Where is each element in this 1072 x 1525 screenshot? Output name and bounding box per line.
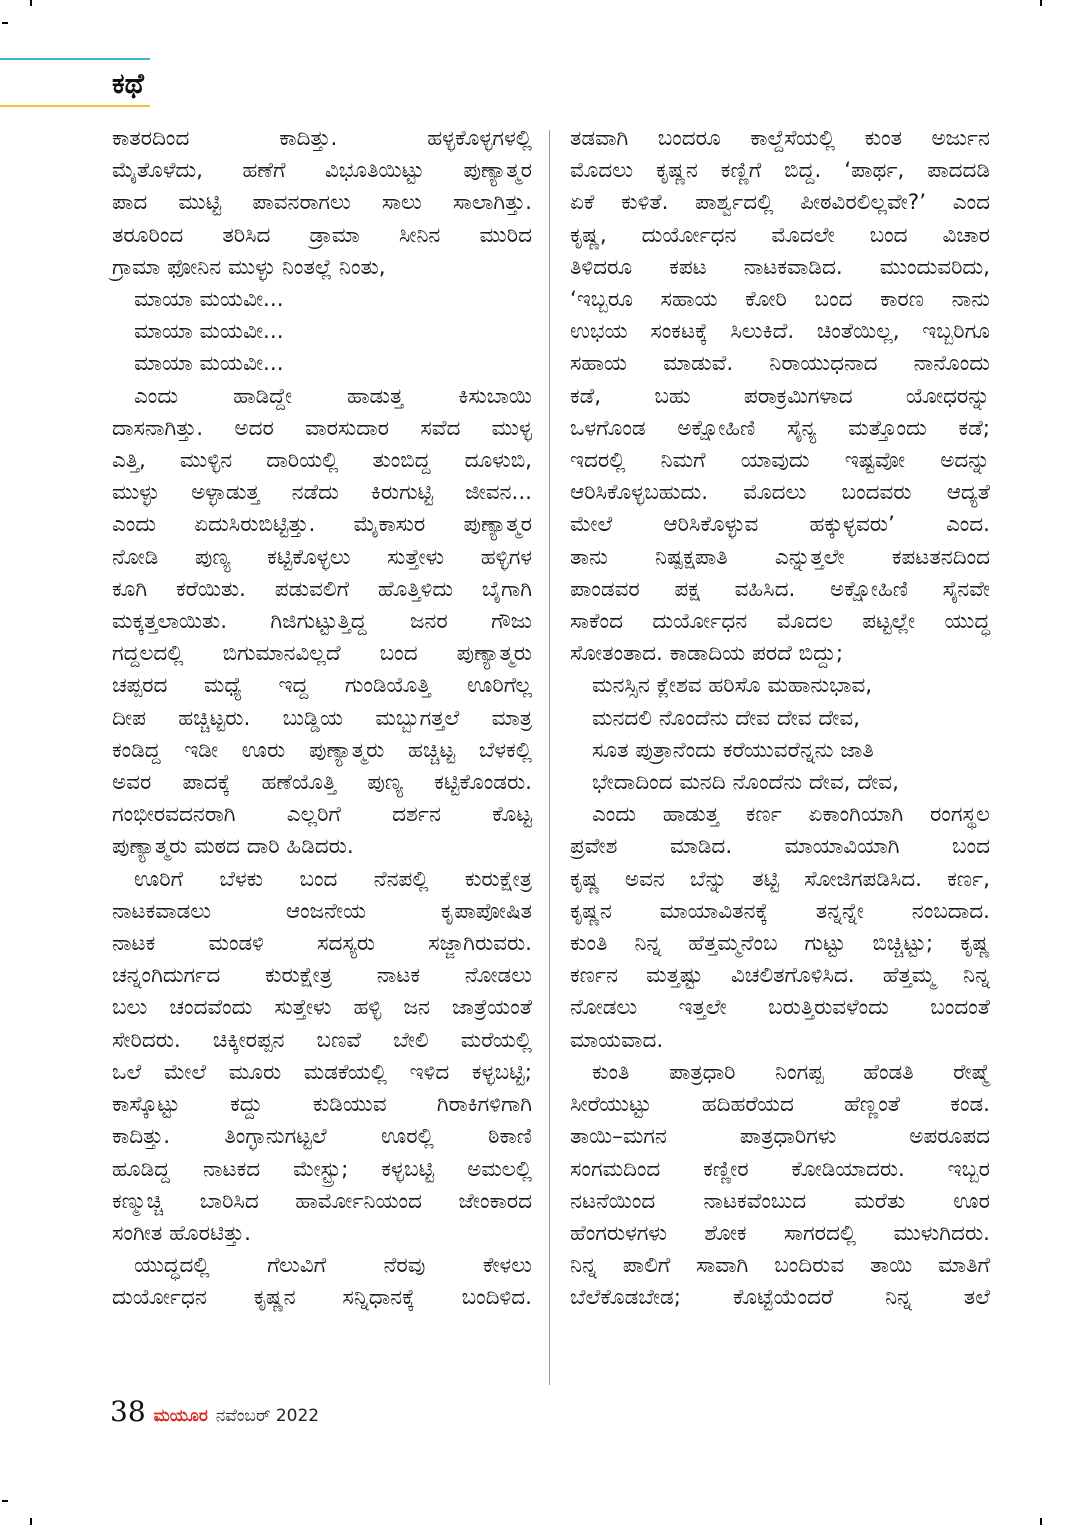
page-footer [110, 1395, 319, 1435]
column-divider [549, 130, 550, 1385]
text-line: ಕಾಸ್ಕೊಟ್ಟು ಕದ್ದು ಕುಡಿಯುವ ಗಿರಾಕಿಗಳಿಗಾಗಿ [112, 1092, 532, 1118]
text-line: ಪಾದ ಮುಟ್ಟಿ ಪಾವನರಾಗಲು ಸಾಲು ಸಾಲಾಗಿತ್ತು. [112, 190, 532, 216]
text-line: ಮುಳ್ಳು ಅಳ್ಳಾಡುತ್ತ ನಡೆದು ಕಿರುಗುಟ್ಟಿ ಜೀವನ... [112, 480, 532, 506]
text-line: ಎಂದು ಏದುಸಿರುಬಿಟ್ಟಿತ್ತು. ಮೈಕಾಸುರ ಪುಣ್ಯಾತ್ಮರ [112, 512, 532, 538]
text-line: ಗಂಭೀರವದನರಾಗಿ ಎಲ್ಲರಿಗೆ ದರ್ಶನ ಕೊಟ್ಟ [112, 802, 532, 828]
text-line: ಊರಿಗೆ ಬೆಳಕು ಬಂದ ನೆನಪಲ್ಲಿ ಕುರುಕ್ಷೇತ್ರ [134, 866, 532, 892]
text-line: ಅವರ ಪಾದಕ್ಕೆ ಹಣೆಯೊತ್ತಿ ಪುಣ್ಯ ಕಟ್ಟಿಕೊಂಡರು. [112, 770, 532, 796]
crop-mark-bottom-left [2, 1500, 8, 1502]
crop-mark-bottom [30, 1518, 32, 1525]
text-line: ಸಾಕೆಂದ ದುರ್ಯೋಧನ ಮೊದಲ ಪಟ್ಟಲ್ಲೇ ಯುದ್ಧ [570, 609, 990, 635]
text-line: ಕೃಷ್ಣ ಅವನ ಬೆನ್ನು ತಟ್ಟಿ ಸೋಜಿಗಪಡಿಸಿದ. ಕರ್ಣ, [570, 866, 990, 892]
text-line: ಪ್ರವೇಶ ಮಾಡಿದ. ಮಾಯಾವಿಯಾಗಿ ಬಂದ [570, 834, 990, 860]
text-line: ಕಾತರದಿಂದ ಕಾದಿತ್ತು. ಹಳ್ಳಕೊಳ್ಳಗಳಲ್ಲಿ [112, 126, 532, 151]
text-line: ಸೋತಂತಾದ. ಕಾಡಾದಿಯ ಪರದೆ ಬಿದ್ದು; [570, 641, 844, 667]
text-line: ದುರ್ಯೋಧನ ಕೃಷ್ಣನ ಸನ್ನಿಧಾನಕ್ಕೆ ಬಂದಿಳಿದ. [112, 1285, 532, 1311]
text-line: ದೀಪ ಹಚ್ಚಿಟ್ಟರು. ಬುಡ್ಡಿಯ ಮಬ್ಬುಗತ್ತಲೆ ಮಾತ್ರ [112, 705, 532, 731]
section-title: ಕಥೆ [112, 67, 144, 100]
song-line: ಮನಸ್ಸಿನ ಕ್ಲೇಶವ ಹರಿಸೊ ಮಹಾನುಭಾವ, [592, 673, 873, 699]
text-line: ಸಂಗಮದಿಂದ ಕಣ್ಣೀರ ಕೋಡಿಯಾದರು. ಇಬ್ಬರ [570, 1156, 990, 1182]
crop-mark-top [30, 0, 32, 6]
text-line: ಮಾಯವಾದ. [570, 1027, 664, 1053]
text-line: ನೋಡಲು ಇತ್ತಲೇ ಬರುತ್ತಿರುವಳೆಂದು ಬಂದಂತೆ [570, 995, 990, 1021]
text-line: ಕೃಷ್ಣ, ದುರ್ಯೋಧನ ಮೊದಲೇ ಬಂದ ವಿಚಾರ [570, 222, 990, 248]
text-line: ಬಲು ಚಂದವೆಂದು ಸುತ್ತೇಳು ಹಳ್ಳಿ ಜನ ಜಾತ್ರೆಯಂತೆ [112, 995, 532, 1021]
crop-mark-top-right [1040, 0, 1042, 6]
song-line: ಸೂತ ಪುತ್ರಾನೆಂದು ಕರೆಯುವರೆನ್ನನು ಜಾತಿ [592, 737, 874, 763]
text-line: ಸೀರೆಯುಟ್ಟು ಹದಿಹರೆಯದ ಹೆಣ್ಣಂತೆ ಕಂಡ. [570, 1092, 990, 1118]
text-line: ನಟನೆಯಿಂದ ನಾಟಕವೆಂಬುದ ಮರೆತು ಊರ [570, 1188, 990, 1214]
text-line: ಮೇಲೆ ಆರಿಸಿಕೊಳ್ಳುವ ಹಕ್ಕುಳ್ಳವರು’ ಎಂದ. [570, 512, 990, 538]
text-line: ಮೊದಲು ಕೃಷ್ಣನ ಕಣ್ಣಿಗೆ ಬಿದ್ದ. ‘ಪಾರ್ಥ, ಪಾದದಡಿ [570, 158, 990, 184]
song-line: ಮಾಯಾ ಮಯವೀ... [134, 287, 284, 313]
text-line: ನಾಟಕವಾಡಲು ಆಂಜನೇಯ ಕೃಪಾಪೋಷಿತ [112, 898, 532, 924]
text-line: ಗ್ರಾಮಾ ಫೋನಿನ ಮುಳ್ಳು ನಿಂತಲ್ಲೆ ನಿಂತು, [112, 254, 386, 280]
text-line: ಗದ್ದಲದಲ್ಲಿ ಬಿಗುಮಾನವಿಲ್ಲದೆ ಬಂದ ಪುಣ್ಯಾತ್ಮರು [112, 641, 532, 667]
magazine-logo: ಮಯೂರ [153, 1406, 208, 1426]
text-line: ಸಂಗೀತ ಹೊರಟಿತ್ತು. [112, 1220, 251, 1246]
text-line: ಒಲೆ ಮೇಲೆ ಮೂರು ಮಡಕೆಯಲ್ಲಿ ಇಳಿದ ಕಳ್ಳಬಟ್ಟಿ; [112, 1059, 532, 1085]
text-line: ಹೂಡಿದ್ದ ನಾಟಕದ ಮೇಸ್ಟ್ರು; ಕಳ್ಳಬಟ್ಟಿ ಅಮಲಲ್ಲಿ [112, 1156, 532, 1182]
text-line: ಬೆಲೆಕೊಡಬೇಡ; ಕೊಟ್ಟೆಯೆಂದರೆ ನಿನ್ನ ತಲೆ [570, 1285, 990, 1311]
text-line: ಉಭಯ ಸಂಕಟಕ್ಕೆ ಸಿಲುಕಿದೆ. ಚಿಂತೆಯಿಲ್ಲ, ಇಬ್ಬರಿಗೂ [570, 319, 990, 345]
text-line: ಮಕ್ಕತ್ತಲಾಯಿತು. ಗಿಜಿಗುಟ್ಟುತ್ತಿದ್ದ ಜನರ ಗೌಜು [112, 609, 532, 635]
song-line: ಮಾಯಾ ಮಯವೀ... [134, 351, 284, 377]
text-line: ‘ಇಬ್ಬರೂ ಸಹಾಯ ಕೋರಿ ಬಂದ ಕಾರಣ ನಾನು [570, 287, 990, 313]
header-rule-yellow [0, 105, 150, 107]
text-line: ದಾಸನಾಗಿತ್ತು. ಅದರ ವಾರಸುದಾರ ಸವೆದ ಮುಳ್ಳ [112, 415, 532, 441]
text-line: ಯುದ್ಧದಲ್ಲಿ ಗೆಲುವಿಗೆ ನೆರವು ಕೇಳಲು [134, 1253, 532, 1279]
text-line: ನಾಟಕ ಮಂಡಳಿ ಸದಸ್ಯರು ಸಜ್ಜಾಗಿರುವರು. [112, 931, 532, 957]
crop-mark-bottom-right [1040, 1518, 1042, 1525]
right-column [570, 123, 990, 1315]
song-line: ಮನದಲಿ ನೊಂದೆನು ದೇವ ದೇವ ದೇವ, [592, 705, 860, 731]
text-line: ತಡವಾಗಿ ಬಂದರೂ ಕಾಲ್ದೆಸೆಯಲ್ಲಿ ಕುಂತ ಅರ್ಜುನ [570, 126, 990, 151]
text-line: ನೋಡಿ ಪುಣ್ಯ ಕಟ್ಟಿಕೊಳ್ಳಲು ಸುತ್ತೇಳು ಹಳ್ಳಿಗಳ [112, 544, 532, 570]
text-line: ಚನ್ನಂಗಿದುರ್ಗದ ಕುರುಕ್ಷೇತ್ರ ನಾಟಕ ನೋಡಲು [112, 963, 532, 989]
text-line: ತಾಯಿ–ಮಗನ ಪಾತ್ರಧಾರಿಗಳು ಅಪರೂಪದ [570, 1124, 990, 1150]
text-line: ಕುಂತಿ ನಿನ್ನ ಹೆತ್ತಮ್ಮನೆಂಬ ಗುಟ್ಟು ಬಿಚ್ಚಿಟ್ಟು; ಕೃಷ್ಣ [570, 931, 990, 957]
text-line: ಕರ್ಣನ ಮತ್ತಷ್ಟು ವಿಚಲಿತಗೊಳಿಸಿದ. ಹೆತ್ತಮ್ಮ ನಿನ್ನ [570, 963, 990, 989]
text-line: ಆರಿಸಿಕೊಳ್ಳಬಹುದು. ಮೊದಲು ಬಂದವರು ಆದ್ಯತೆ [570, 480, 990, 506]
left-column [112, 123, 532, 1315]
text-line: ಕೃಷ್ಣನ ಮಾಯಾವಿತನಕ್ಕೆ ತನ್ನನ್ನೇ ನಂಬದಾದ. [570, 898, 990, 924]
text-line: ನಿನ್ನ ಪಾಲಿಗೆ ಸಾವಾಗಿ ಬಂದಿರುವ ತಾಯಿ ಮಾತಿಗೆ [570, 1253, 990, 1279]
text-line: ಕಾದಿತ್ತು. ತಿಂಗ್ಳಾನುಗಟ್ಟಲೆ ಊರಲ್ಲಿ ಠಿಕಾಣಿ [112, 1124, 532, 1150]
text-line: ಚಪ್ಪರದ ಮಧ್ಯೆ ಇದ್ದ ಗುಂಡಿಯೊತ್ತಿ ಊರಿಗೆಲ್ಲ [112, 673, 532, 699]
text-line: ಕಡೆ, ಬಹು ಪರಾಕ್ರಮಿಗಳಾದ ಯೋಧರನ್ನು [570, 383, 990, 409]
text-line: ಕಣ್ಮುಚ್ಚಿ ಬಾರಿಸಿದ ಹಾರ್ಮೋನಿಯಂದ ಜೇಂಕಾರದ [112, 1188, 532, 1214]
text-line: ಇದರಲ್ಲಿ ನಿಮಗೆ ಯಾವುದು ಇಷ್ಟವೋ ಅದನ್ನು [570, 448, 990, 474]
text-line: ಹೆಂಗರುಳಗಳು ಶೋಕ ಸಾಗರದಲ್ಲಿ ಮುಳುಗಿದರು. [570, 1220, 990, 1246]
text-line: ಕಂಡಿದ್ದ ಇಡೀ ಊರು ಪುಣ್ಯಾತ್ಮರು ಹಚ್ಚಿಟ್ಟ ಬೆಳಕಲ್ಲಿ [112, 737, 532, 763]
page-number: 38 [110, 1395, 146, 1428]
text-line: ಎಂದು ಹಾಡಿದ್ದೇ ಹಾಡುತ್ತ ಕಿಸುಬಾಯಿ [134, 383, 532, 409]
text-line: ಎತ್ತಿ, ಮುಳ್ಳಿನ ದಾರಿಯಲ್ಲಿ ತುಂಬಿದ್ದ ದೂಳುಬಿ, [112, 448, 532, 474]
text-line: ತರೂರಿಂದ ತರಿಸಿದ ಡ್ರಾಮಾ ಸೀನಿನ ಮುರಿದ [112, 222, 532, 248]
text-line: ತಾನು ನಿಷ್ಪಕ್ಷಪಾತಿ ಎನ್ನುತ್ತಲೇ ಕಪಟತನದಿಂದ [570, 544, 990, 570]
text-line: ಒಳಗೊಂಡ ಅಕ್ಷೋಹಿಣಿ ಸೈನ್ಯ ಮತ್ತೊಂದು ಕಡೆ; [570, 415, 990, 441]
text-line: ತಿಳಿದರೂ ಕಪಟ ನಾಟಕವಾಡಿದ. ಮುಂದುವರಿದು, [570, 254, 990, 280]
text-line: ಸಹಾಯ ಮಾಡುವೆ. ನಿರಾಯುಧನಾದ ನಾನೊಂದು [570, 351, 990, 377]
header-rule-teal [0, 58, 150, 60]
text-line: ಪುಣ್ಯಾತ್ಮರು ಮಠದ ದಾರಿ ಹಿಡಿದರು. [112, 834, 354, 860]
text-line: ಸೇರಿದರು. ಚಿಕ್ಕೀರಪ್ಪನ ಬಣವೆ ಬೇಲಿ ಮರೆಯಲ್ಲಿ [112, 1027, 532, 1053]
text-line: ಎಂದು ಹಾಡುತ್ತ ಕರ್ಣ ಏಕಾಂಗಿಯಾಗಿ ರಂಗಸ್ಥಲ [592, 802, 990, 828]
text-line: ಕೂಗಿ ಕರೆಯಿತು. ಪಡುವಲಿಗೆ ಹೊತ್ತಿಳಿದು ಬೈಗಾಗಿ [112, 576, 532, 602]
text-line: ಮೈತೊಳೆದು, ಹಣೆಗೆ ವಿಭೂತಿಯಿಟ್ಟು ಪುಣ್ಯಾತ್ಮರ [112, 158, 532, 184]
text-line: ಕುಂತಿ ಪಾತ್ರಧಾರಿ ನಿಂಗಪ್ಪ ಹೆಂಡತಿ ರೇಷ್ಮೆ [592, 1059, 990, 1085]
text-line: ಪಾಂಡವರ ಪಕ್ಷ ವಹಿಸಿದ. ಅಕ್ಷೋಹಿಣಿ ಸೈನವೇ [570, 576, 990, 602]
crop-mark-top-left [2, 22, 8, 24]
song-line: ಭೇದಾದಿಂದ ಮನದಿ ನೊಂದೆನು ದೇವ, ದೇವ, [592, 770, 899, 796]
issue-date: ನವೆಂಬರ್ 2022 [215, 1406, 320, 1426]
song-line: ಮಾಯಾ ಮಯವೀ... [134, 319, 284, 345]
text-line: ಏಕೆ ಕುಳಿತೆ. ಪಾರ್ಶ್ವದಲ್ಲಿ ಪೀಠವಿರಲಿಲ್ಲವೇ?’ ಎಂದ [570, 190, 990, 216]
